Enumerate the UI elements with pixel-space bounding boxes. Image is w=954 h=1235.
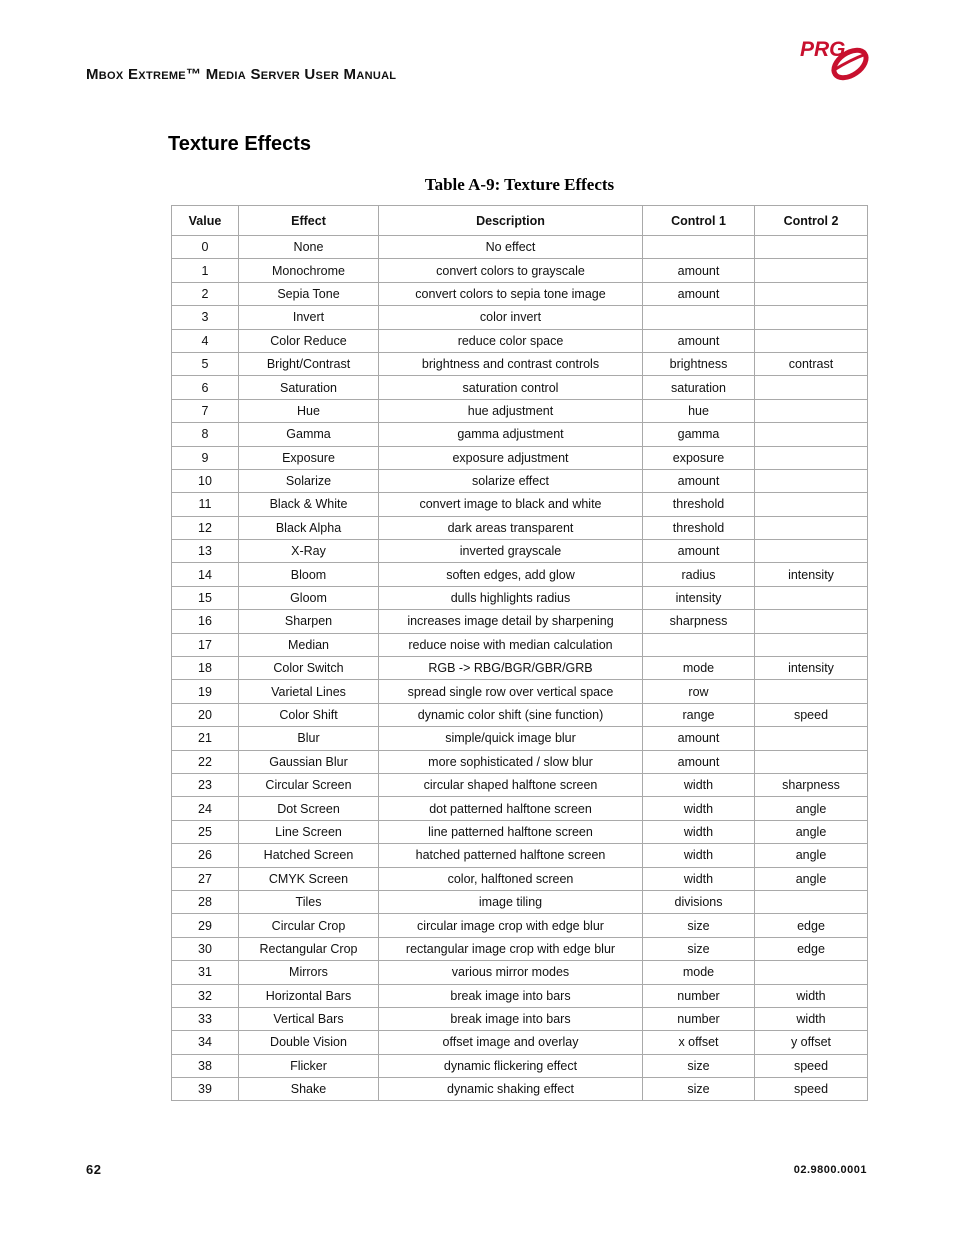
cell-value: 0 (172, 236, 239, 259)
cell-effect: Color Shift (239, 703, 379, 726)
section-heading: Texture Effects (168, 133, 312, 155)
cell-effect: Exposure (239, 446, 379, 469)
table-row (172, 399, 868, 422)
table-row (172, 469, 868, 492)
cell-effect: Sharpen (239, 610, 379, 633)
table-row (172, 727, 868, 750)
cell-control-2 (755, 680, 868, 703)
column-header-control-1: Control 1 (643, 206, 755, 236)
cell-description: more sophisticated / slow blur (379, 750, 643, 773)
cell-control-1: radius (643, 563, 755, 586)
cell-control-1: amount (643, 329, 755, 352)
cell-value: 22 (172, 750, 239, 773)
column-header-description: Description (379, 206, 643, 236)
cell-description: hue adjustment (379, 399, 643, 422)
cell-value: 11 (172, 493, 239, 516)
column-header-value: Value (172, 206, 239, 236)
cell-description: dark areas transparent (379, 516, 643, 539)
cell-effect: Hatched Screen (239, 844, 379, 867)
cell-value: 7 (172, 399, 239, 422)
cell-control-2 (755, 750, 868, 773)
table-row (172, 516, 868, 539)
cell-control-2 (755, 329, 868, 352)
cell-control-2 (755, 961, 868, 984)
cell-value: 9 (172, 446, 239, 469)
cell-effect: Black Alpha (239, 516, 379, 539)
table-header-row (172, 206, 868, 236)
cell-description: No effect (379, 236, 643, 259)
cell-control-2 (755, 610, 868, 633)
table-row (172, 914, 868, 937)
cell-control-2 (755, 376, 868, 399)
table-row (172, 867, 868, 890)
table-row (172, 610, 868, 633)
cell-effect: Gloom (239, 586, 379, 609)
table-row (172, 282, 868, 305)
cell-description: circular shaped halftone screen (379, 773, 643, 796)
cell-control-1: brightness (643, 352, 755, 375)
cell-control-1: range (643, 703, 755, 726)
cell-value: 32 (172, 984, 239, 1007)
cell-control-2 (755, 516, 868, 539)
cell-control-1: width (643, 844, 755, 867)
table-row (172, 657, 868, 680)
cell-control-1: mode (643, 657, 755, 680)
cell-control-2 (755, 890, 868, 913)
cell-effect: Bright/Contrast (239, 352, 379, 375)
cell-control-2: speed (755, 1054, 868, 1077)
cell-description: dynamic shaking effect (379, 1078, 643, 1101)
cell-effect: Dot Screen (239, 797, 379, 820)
cell-control-2 (755, 236, 868, 259)
cell-description: image tiling (379, 890, 643, 913)
table-body (172, 236, 868, 1101)
cell-value: 18 (172, 657, 239, 680)
cell-value: 16 (172, 610, 239, 633)
cell-description: circular image crop with edge blur (379, 914, 643, 937)
cell-value: 13 (172, 540, 239, 563)
column-header-effect: Effect (239, 206, 379, 236)
cell-value: 26 (172, 844, 239, 867)
cell-value: 2 (172, 282, 239, 305)
table-row (172, 961, 868, 984)
cell-control-1: width (643, 820, 755, 843)
cell-description: dynamic color shift (sine function) (379, 703, 643, 726)
cell-effect: Invert (239, 306, 379, 329)
cell-value: 6 (172, 376, 239, 399)
cell-value: 31 (172, 961, 239, 984)
cell-control-2 (755, 727, 868, 750)
cell-control-1: size (643, 1054, 755, 1077)
cell-control-2 (755, 423, 868, 446)
table-row (172, 306, 868, 329)
cell-effect: Flicker (239, 1054, 379, 1077)
cell-description: inverted grayscale (379, 540, 643, 563)
cell-value: 15 (172, 586, 239, 609)
cell-description: exposure adjustment (379, 446, 643, 469)
cell-control-2: edge (755, 937, 868, 960)
table-row (172, 1054, 868, 1077)
cell-control-1: hue (643, 399, 755, 422)
cell-control-1: amount (643, 727, 755, 750)
page-number: 62 (86, 1162, 102, 1177)
cell-effect: Line Screen (239, 820, 379, 843)
cell-control-1: size (643, 1078, 755, 1101)
cell-effect: Circular Crop (239, 914, 379, 937)
table-row (172, 259, 868, 282)
table-row (172, 797, 868, 820)
texture-effects-table (171, 205, 868, 1101)
cell-control-2 (755, 399, 868, 422)
cell-control-2: intensity (755, 657, 868, 680)
cell-control-2 (755, 306, 868, 329)
cell-control-1: width (643, 773, 755, 796)
cell-value: 3 (172, 306, 239, 329)
cell-effect: None (239, 236, 379, 259)
cell-effect: Median (239, 633, 379, 656)
table-row (172, 1078, 868, 1101)
table-row (172, 540, 868, 563)
document-number: 02.9800.0001 (793, 1164, 867, 1176)
cell-value: 17 (172, 633, 239, 656)
cell-description: increases image detail by sharpening (379, 610, 643, 633)
table-row (172, 984, 868, 1007)
cell-effect: Color Reduce (239, 329, 379, 352)
cell-effect: Blur (239, 727, 379, 750)
cell-control-1: saturation (643, 376, 755, 399)
cell-description: simple/quick image blur (379, 727, 643, 750)
cell-control-2 (755, 282, 868, 305)
cell-control-1 (643, 306, 755, 329)
cell-description: brightness and contrast controls (379, 352, 643, 375)
cell-description: RGB -> RBG/BGR/GBR/GRB (379, 657, 643, 680)
running-header-title: Mbox Extreme™ Media Server User Manual (86, 66, 397, 83)
cell-value: 21 (172, 727, 239, 750)
cell-description: color, halftoned screen (379, 867, 643, 890)
cell-description: convert colors to grayscale (379, 259, 643, 282)
cell-control-1: divisions (643, 890, 755, 913)
column-header-control-2: Control 2 (755, 206, 868, 236)
cell-control-1: size (643, 914, 755, 937)
cell-value: 25 (172, 820, 239, 843)
cell-control-2: angle (755, 867, 868, 890)
cell-description: gamma adjustment (379, 423, 643, 446)
cell-control-2: intensity (755, 563, 868, 586)
table-row (172, 750, 868, 773)
cell-effect: Bloom (239, 563, 379, 586)
cell-control-1: sharpness (643, 610, 755, 633)
cell-control-1 (643, 633, 755, 656)
cell-description: hatched patterned halftone screen (379, 844, 643, 867)
cell-description: dulls highlights radius (379, 586, 643, 609)
table-row (172, 844, 868, 867)
cell-description: offset image and overlay (379, 1031, 643, 1054)
cell-control-2 (755, 633, 868, 656)
cell-control-2: y offset (755, 1031, 868, 1054)
cell-control-1: amount (643, 750, 755, 773)
cell-control-1: width (643, 797, 755, 820)
cell-value: 5 (172, 352, 239, 375)
cell-effect: Saturation (239, 376, 379, 399)
cell-value: 19 (172, 680, 239, 703)
cell-effect: Sepia Tone (239, 282, 379, 305)
cell-description: spread single row over vertical space (379, 680, 643, 703)
cell-control-1: x offset (643, 1031, 755, 1054)
cell-control-2 (755, 469, 868, 492)
cell-effect: Gamma (239, 423, 379, 446)
cell-value: 39 (172, 1078, 239, 1101)
cell-description: color invert (379, 306, 643, 329)
cell-control-2: speed (755, 1078, 868, 1101)
cell-value: 29 (172, 914, 239, 937)
cell-value: 28 (172, 890, 239, 913)
cell-effect: Monochrome (239, 259, 379, 282)
cell-description: dot patterned halftone screen (379, 797, 643, 820)
cell-value: 23 (172, 773, 239, 796)
cell-control-1 (643, 236, 755, 259)
cell-control-1: amount (643, 540, 755, 563)
prg-logo (798, 36, 874, 82)
table-row (172, 773, 868, 796)
cell-control-2 (755, 586, 868, 609)
cell-control-2: edge (755, 914, 868, 937)
cell-effect: Horizontal Bars (239, 984, 379, 1007)
cell-effect: Hue (239, 399, 379, 422)
cell-control-2: speed (755, 703, 868, 726)
cell-description: reduce noise with median calculation (379, 633, 643, 656)
table-row (172, 633, 868, 656)
cell-value: 24 (172, 797, 239, 820)
cell-control-1: amount (643, 469, 755, 492)
cell-control-1: amount (643, 259, 755, 282)
cell-effect: X-Ray (239, 540, 379, 563)
table-row (172, 329, 868, 352)
table-row (172, 563, 868, 586)
cell-control-1: size (643, 937, 755, 960)
cell-effect: Tiles (239, 890, 379, 913)
table-row (172, 376, 868, 399)
cell-control-2: angle (755, 797, 868, 820)
table-row (172, 1007, 868, 1030)
table-row (172, 236, 868, 259)
table-row (172, 703, 868, 726)
cell-control-2: width (755, 1007, 868, 1030)
cell-value: 20 (172, 703, 239, 726)
cell-control-1: threshold (643, 516, 755, 539)
cell-description: convert image to black and white (379, 493, 643, 516)
cell-value: 34 (172, 1031, 239, 1054)
cell-control-2 (755, 259, 868, 282)
cell-description: reduce color space (379, 329, 643, 352)
cell-value: 4 (172, 329, 239, 352)
table-row (172, 937, 868, 960)
cell-control-1: amount (643, 282, 755, 305)
table-row (172, 493, 868, 516)
cell-effect: Rectangular Crop (239, 937, 379, 960)
cell-effect: Circular Screen (239, 773, 379, 796)
cell-control-2: angle (755, 844, 868, 867)
cell-control-2 (755, 540, 868, 563)
cell-value: 30 (172, 937, 239, 960)
cell-description: saturation control (379, 376, 643, 399)
table-row (172, 820, 868, 843)
cell-effect: Vertical Bars (239, 1007, 379, 1030)
cell-description: line patterned halftone screen (379, 820, 643, 843)
cell-description: convert colors to sepia tone image (379, 282, 643, 305)
cell-control-2: contrast (755, 352, 868, 375)
cell-control-1: threshold (643, 493, 755, 516)
cell-control-1: gamma (643, 423, 755, 446)
table-row (172, 423, 868, 446)
cell-control-1: row (643, 680, 755, 703)
cell-control-1: intensity (643, 586, 755, 609)
table-caption: Table A-9: Texture Effects (424, 175, 615, 194)
cell-effect: Solarize (239, 469, 379, 492)
cell-effect: Black & White (239, 493, 379, 516)
cell-description: soften edges, add glow (379, 563, 643, 586)
prg-logo-text: PRG (800, 38, 846, 61)
table-row (172, 890, 868, 913)
cell-effect: Varietal Lines (239, 680, 379, 703)
cell-value: 12 (172, 516, 239, 539)
cell-description: dynamic flickering effect (379, 1054, 643, 1077)
cell-value: 8 (172, 423, 239, 446)
cell-value: 10 (172, 469, 239, 492)
cell-control-1: number (643, 1007, 755, 1030)
cell-effect: Shake (239, 1078, 379, 1101)
cell-description: rectangular image crop with edge blur (379, 937, 643, 960)
cell-control-2: angle (755, 820, 868, 843)
cell-value: 27 (172, 867, 239, 890)
cell-control-2: width (755, 984, 868, 1007)
cell-control-1: exposure (643, 446, 755, 469)
cell-control-1: width (643, 867, 755, 890)
cell-description: various mirror modes (379, 961, 643, 984)
cell-control-1: mode (643, 961, 755, 984)
cell-value: 14 (172, 563, 239, 586)
cell-description: solarize effect (379, 469, 643, 492)
cell-effect: Double Vision (239, 1031, 379, 1054)
cell-control-2: sharpness (755, 773, 868, 796)
table-row (172, 446, 868, 469)
cell-effect: CMYK Screen (239, 867, 379, 890)
cell-control-2 (755, 493, 868, 516)
table-row (172, 680, 868, 703)
cell-value: 38 (172, 1054, 239, 1077)
cell-effect: Mirrors (239, 961, 379, 984)
cell-control-1: number (643, 984, 755, 1007)
table-row (172, 586, 868, 609)
table-row (172, 352, 868, 375)
cell-value: 1 (172, 259, 239, 282)
cell-effect: Color Switch (239, 657, 379, 680)
cell-control-2 (755, 446, 868, 469)
cell-description: break image into bars (379, 984, 643, 1007)
cell-description: break image into bars (379, 1007, 643, 1030)
cell-value: 33 (172, 1007, 239, 1030)
table-row (172, 1031, 868, 1054)
cell-effect: Gaussian Blur (239, 750, 379, 773)
